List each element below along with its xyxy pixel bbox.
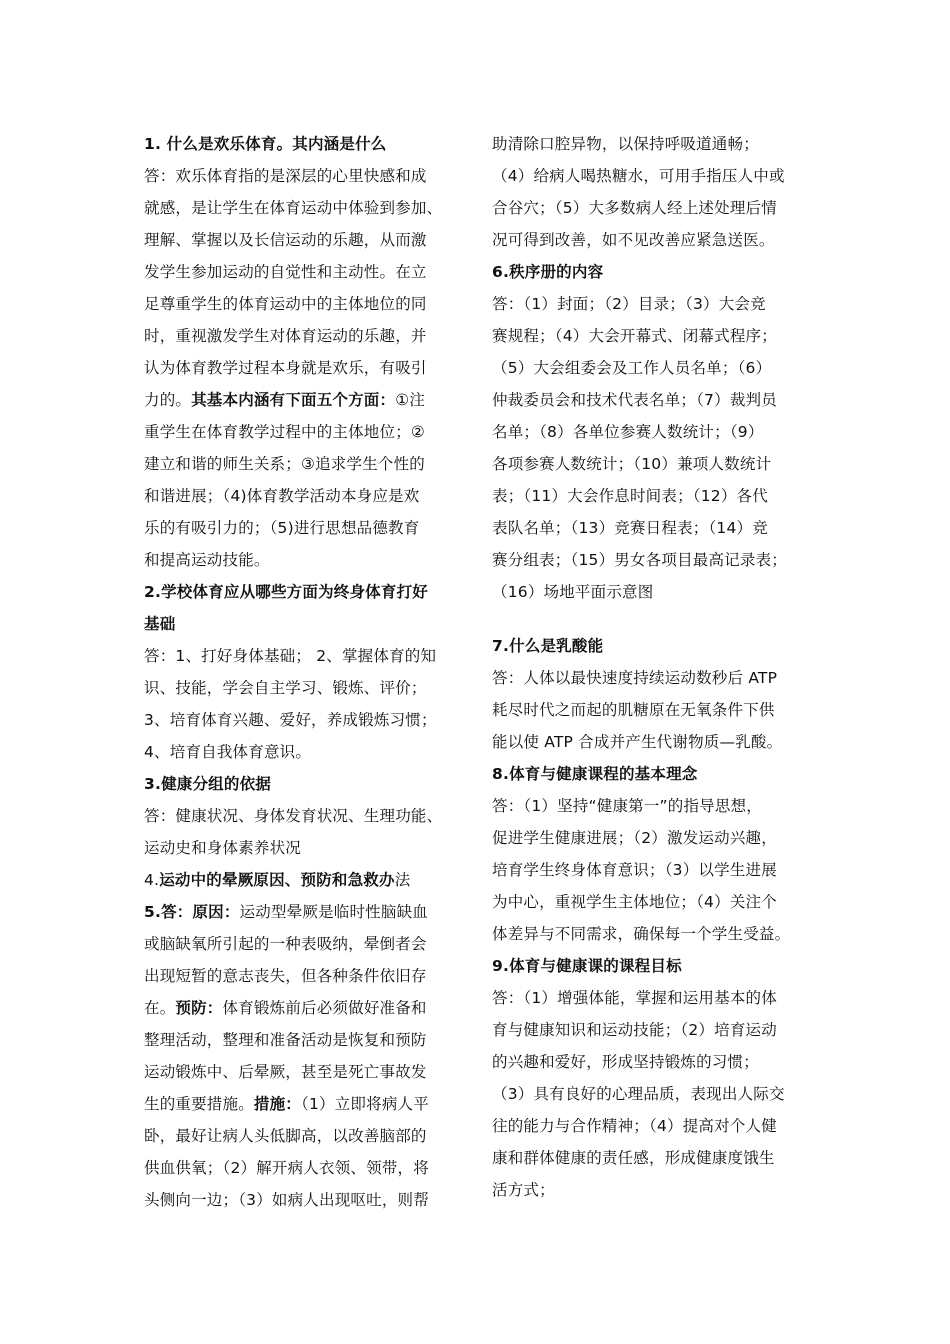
body-text: 运动型晕厥是临时性脑缺血 [239,903,428,921]
text-line [492,726,812,758]
body-text: 表；（11）大会作息时间表；（12）各代 [492,487,768,505]
body-text: 况可得到改善，如不见改善应紧急送医。 [492,231,775,249]
text-line [492,1142,812,1174]
text-line [492,384,812,416]
body-text: 足尊重学生的体育运动中的主体地位的同 [144,295,427,313]
text-line [492,918,812,950]
text-line [492,352,812,384]
text-line [492,224,812,256]
body-text: 认为体育教学过程本身就是欢乐，有吸引 [144,359,427,377]
text-line [144,704,464,736]
bold-text: 7.什么是乳酸能 [492,637,604,655]
text-line [144,448,464,480]
bold-text: 9.体育与健康课的课程目标 [492,957,682,975]
text-line [144,864,464,896]
body-text: 和提高运动技能。 [144,551,270,569]
text-line [144,1120,464,1152]
body-text: 发学生参加运动的自觉性和主动性。在立 [144,263,427,281]
text-line [492,662,812,694]
body-text: （3）具有良好的心理品质，表现出人际交 [492,1085,785,1103]
text-line [144,992,464,1024]
bold-text: 预防： [175,999,223,1017]
text-line [492,822,812,854]
bold-text: 运动中的晕厥原因、预防和急救办 [159,871,395,889]
text-line [144,960,464,992]
text-line [144,608,464,640]
body-text: 康和群体健康的责任感，形成健康度饿生 [492,1149,775,1167]
text-line [144,576,464,608]
body-text: 耗尽时代之而起的肌糖原在无氧条件下供 [492,701,775,719]
body-text: 赛规程；（4）大会开幕式、闭幕式程序； [492,327,777,345]
bold-text: 2.学校体育应从哪些方面为终身体育打好 [144,583,428,601]
body-text: 能以使 ATP 合成并产生代谢物质—乳酸。 [492,733,783,751]
body-text: 和谐进展；（4)体育教学活动本身应是欢 [144,487,420,505]
body-text: 建立和谐的师生关系；③追求学生个性的 [144,455,425,473]
body-text: 出现短暂的意志丧失，但各种条件依旧存 [144,967,427,985]
text-line [492,416,812,448]
text-line [144,1056,464,1088]
body-text: 答：健康状况、身体发育状况、生理功能、 [144,807,443,825]
body-text: 体差异与不同需求，确保每一个学生受益。 [492,925,791,943]
text-line [492,1046,812,1078]
body-text: 仲裁委员会和技术代表名单；（7）裁判员 [492,391,777,409]
text-line [144,512,464,544]
left-column [144,128,464,1216]
body-text: 识、技能，学会自主学习、锻炼、评价； [144,679,427,697]
body-text: 4、培育自我体育意识。 [144,743,312,761]
body-text: 为中心，重视学生主体地位；（4）关注个 [492,893,777,911]
text-line [144,896,464,928]
text-line [492,320,812,352]
text-line [492,480,812,512]
body-text: 答：欢乐体育指的是深层的心里快感和成 [144,167,427,185]
text-line [144,800,464,832]
body-text: 育与健康知识和运动技能；（2）培育运动 [492,1021,777,1039]
bold-text: 措施： [253,1095,302,1113]
bold-text: 1. 什么是欢乐体育。其内涵是什么 [144,135,387,153]
text-line [144,160,464,192]
body-text: 或脑缺氧所引起的一种表吸纳，晕倒者会 [144,935,427,953]
text-line [144,544,464,576]
text-line [144,832,464,864]
body-text: 助清除口腔异物，以保持呼吸道通畅； [492,135,759,153]
body-text: 法 [394,871,411,889]
text-line [492,288,812,320]
body-text: 各项参赛人数统计；（10）兼项人数统计 [492,455,772,473]
text-line [492,128,812,160]
body-text: 的兴趣和爱好，形成坚持锻炼的习惯； [492,1053,759,1071]
body-text: 重学生在体育教学过程中的主体地位；② [144,423,425,441]
bold-text: 3.健康分组的依据 [144,775,271,793]
body-text: 卧，最好让病人头低脚高，以改善脑部的 [144,1127,427,1145]
body-text: 时，重视激发学生对体育运动的乐趣，并 [144,327,427,345]
text-line [144,480,464,512]
text-line [492,544,812,576]
text-line [492,1110,812,1142]
text-line [144,768,464,800]
text-line [492,982,812,1014]
body-text: 3、培育体育兴趣、爱好，养成锻炼习惯； [144,711,437,729]
body-text: 培育学生终身体育意识；（3）以学生进展 [492,861,777,879]
text-line [492,854,812,886]
body-text: 运动史和身体素养状况 [144,839,302,857]
right-column [492,128,812,1206]
text-line [144,928,464,960]
text-line [492,790,812,822]
text-line [492,694,812,726]
body-text: 答：人体以最快速度持续运动数秒后 ATP [492,669,778,687]
body-text: 赛分组表；（15）男女各项目最高记录表； [492,551,787,569]
text-line [492,160,812,192]
body-text: 答：（1）坚持“健康第一”的指导思想， [492,797,762,815]
text-line [492,256,812,288]
body-text: 头侧向一边；（3）如病人出现呕吐，则帮 [144,1191,429,1209]
text-line [144,1088,464,1120]
body-text: 答：（1）封面；（2）目录；（3）大会竞 [492,295,766,313]
text-line [144,128,464,160]
text-line [144,640,464,672]
body-text: 体育锻炼前后必须做好准备和 [222,999,427,1017]
text-line [144,672,464,704]
body-text: 活方式； [492,1181,555,1199]
text-line [144,352,464,384]
body-text: 表队名单；（13）竞赛日程表；（14）竞 [492,519,768,537]
text-line [144,288,464,320]
bold-text: 6.秩序册的内容 [492,263,604,281]
bold-text: 基础 [144,615,176,633]
text-line [144,1184,464,1216]
body-text: （1）立即将病人平 [301,1095,429,1113]
text-line [492,512,812,544]
body-text: 运动锻炼中、后晕厥，甚至是死亡事故发 [144,1063,427,1081]
body-text: 促进学生健康进展；（2）激发运动兴趣， [492,829,777,847]
text-line [492,950,812,982]
body-text: 力的。 [144,391,192,409]
text-line [144,736,464,768]
body-text: 整理活动，整理和准备活动是恢复和预防 [144,1031,427,1049]
text-line [144,256,464,288]
text-line [144,1024,464,1056]
text-line [492,758,812,790]
body-text: 理解、掌握以及长信运动的乐趣，从而激 [144,231,427,249]
body-text: 合谷穴；（5）大多数病人经上述处理后情 [492,199,777,217]
body-text: （4）给病人喝热糖水，可用手指压人中或 [492,167,785,185]
body-text: 答：1、打好身体基础； 2、掌握体育的知 [144,647,437,665]
text-line [144,224,464,256]
body-text: 生的重要措施。 [144,1095,254,1113]
text-line [492,630,812,662]
text-line [492,576,812,608]
body-text: 在。 [144,999,176,1017]
body-text: 答：（1）增强体能，掌握和运用基本的体 [492,989,777,1007]
body-text: 乐的有吸引力的；（5)进行思想品德教育 [144,519,420,537]
body-text: 供血供氧；（2）解开病人衣领、领带，将 [144,1159,429,1177]
paragraph-gap [492,608,812,630]
body-text: 4. [144,871,160,889]
body-text: （5）大会组委会及工作人员名单；（6） [492,359,772,377]
bold-text: 5.答：原因： [144,903,240,921]
text-line [144,416,464,448]
bold-text: 8.体育与健康课程的基本理念 [492,765,698,783]
text-line [492,1078,812,1110]
text-line [492,1014,812,1046]
text-line [144,192,464,224]
text-line [492,1174,812,1206]
body-text: 就感，是让学生在体育运动中体验到参加、 [144,199,443,217]
body-text: ①注 [395,391,426,409]
text-line [492,886,812,918]
text-line [144,384,464,416]
body-text: 名单；（8）各单位参赛人数统计；（9） [492,423,764,441]
text-line [492,192,812,224]
bold-text: 其基本内涵有下面五个方面： [191,391,396,409]
body-text: 往的能力与合作精神；（4）提高对个人健 [492,1117,777,1135]
body-text: （16）场地平面示意图 [492,583,654,601]
text-line [144,320,464,352]
text-line [492,448,812,480]
text-line [144,1152,464,1184]
